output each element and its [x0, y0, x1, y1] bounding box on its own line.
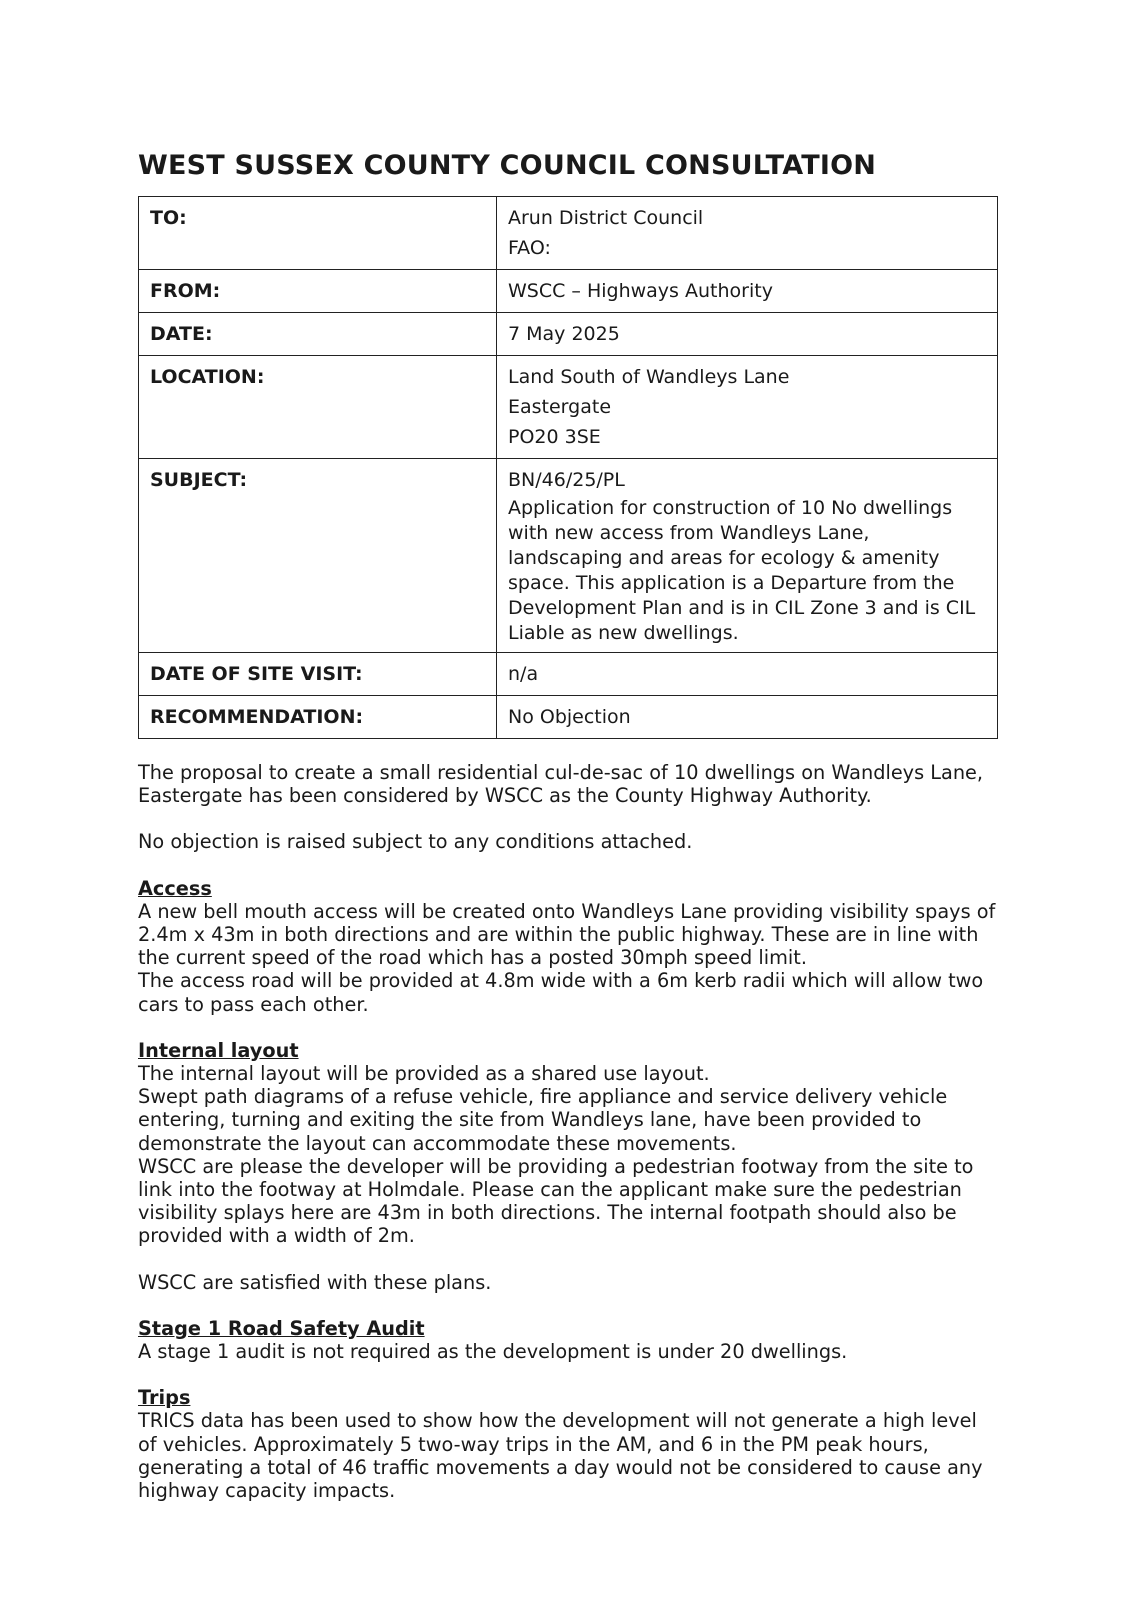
internal-layout-paragraph: Swept path diagrams of a refuse vehicle, fire appliance and service delivery vehicle entering, turning and exiting the site from Wandleys lane, have been provided to demonstrate the layout can accommodate these movements.	[138, 1085, 948, 1155]
table-row	[139, 653, 998, 696]
to-line: FAO:	[508, 237, 551, 259]
subject-description: Application for construction of 10 No dwellings with new access from Wandleys Lane, landscaping and areas for ecology & amenity space. This application is a Departure from the Development Plan and is in CIL Zone 3 and is CIL Liable as new dwellings.	[508, 497, 976, 644]
intro-paragraph: The proposal to create a small residential cul-de-sac of 10 dwellings on Wandleys Lane, Eastergate has been considered by WSCC as the County Highway Authority.	[138, 761, 984, 808]
table-row	[139, 197, 998, 270]
to-value	[497, 197, 998, 270]
access-paragraph: A new bell mouth access will be created onto Wandleys Lane providing visibility spays of 2.4m x 43m in both directions and are within the public highway. These are in line with the current speed of the road which has a posted 30mph speed limit.	[138, 899, 996, 970]
location-line: Land South of Wandleys Lane	[508, 366, 790, 388]
intro-paragraph: No objection is raised subject to any conditions attached.	[138, 830, 693, 854]
subject-value	[497, 459, 998, 653]
date-value: 7 May 2025	[497, 313, 998, 356]
document-title: WEST SUSSEX COUNTY COUNCIL CONSULTATION	[138, 150, 877, 181]
table-row	[139, 459, 998, 653]
document-body	[138, 761, 998, 1502]
internal-layout-heading: Internal layout	[138, 1038, 299, 1062]
internal-layout-paragraph: WSCC are please the developer will be providing a pedestrian footway from the site to link into the footway at Holmdale. Please can the applicant make sure the pedestrian visibility splays here are 43m in both directions. The internal footpath should also be provided with a width of 2m.	[138, 1154, 974, 1248]
site-visit-label: DATE OF SITE VISIT:	[139, 653, 497, 696]
road-safety-audit-paragraph: A stage 1 audit is not required as the development is under 20 dwellings.	[138, 1340, 848, 1364]
to-label: TO:	[139, 197, 497, 270]
internal-layout-paragraph: The internal layout will be provided as a shared use layout.	[138, 1062, 710, 1086]
table-row	[139, 356, 998, 459]
location-line: Eastergate	[508, 396, 612, 418]
internal-layout-paragraph: WSCC are satisfied with these plans.	[138, 1270, 492, 1294]
site-visit-value: n/a	[497, 653, 998, 696]
trips-paragraph: TRICS data has been used to show how the development will not generate a high level of vehicles. Approximately 5 two-way trips in the AM, and 6 in the PM peak hours, generating a total of 46 traffic movements a day would not be considered to cause any highway capacity impacts.	[138, 1409, 983, 1503]
location-line: PO20 3SE	[508, 426, 601, 448]
table-row	[139, 270, 998, 313]
subject-label: SUBJECT:	[139, 459, 497, 653]
location-value	[497, 356, 998, 459]
recommendation-value: No Objection	[497, 696, 998, 739]
table-row	[139, 696, 998, 739]
road-safety-audit-heading: Stage 1 Road Safety Audit	[138, 1316, 425, 1340]
table-row	[139, 313, 998, 356]
recommendation-label: RECOMMENDATION:	[139, 696, 497, 739]
access-heading: Access	[138, 876, 212, 900]
location-label: LOCATION:	[139, 356, 497, 459]
to-line: Arun District Council	[508, 207, 704, 229]
from-label: FROM:	[139, 270, 497, 313]
access-paragraph: The access road will be provided at 4.8m wide with a 6m kerb radii which will allow two cars to pass each other.	[138, 969, 984, 1016]
subject-reference: BN/46/25/PL	[508, 469, 625, 491]
date-label: DATE:	[139, 313, 497, 356]
trips-heading: Trips	[138, 1386, 191, 1410]
consultation-details-table	[138, 196, 998, 739]
from-value: WSCC – Highways Authority	[497, 270, 998, 313]
document-page	[138, 146, 998, 1502]
